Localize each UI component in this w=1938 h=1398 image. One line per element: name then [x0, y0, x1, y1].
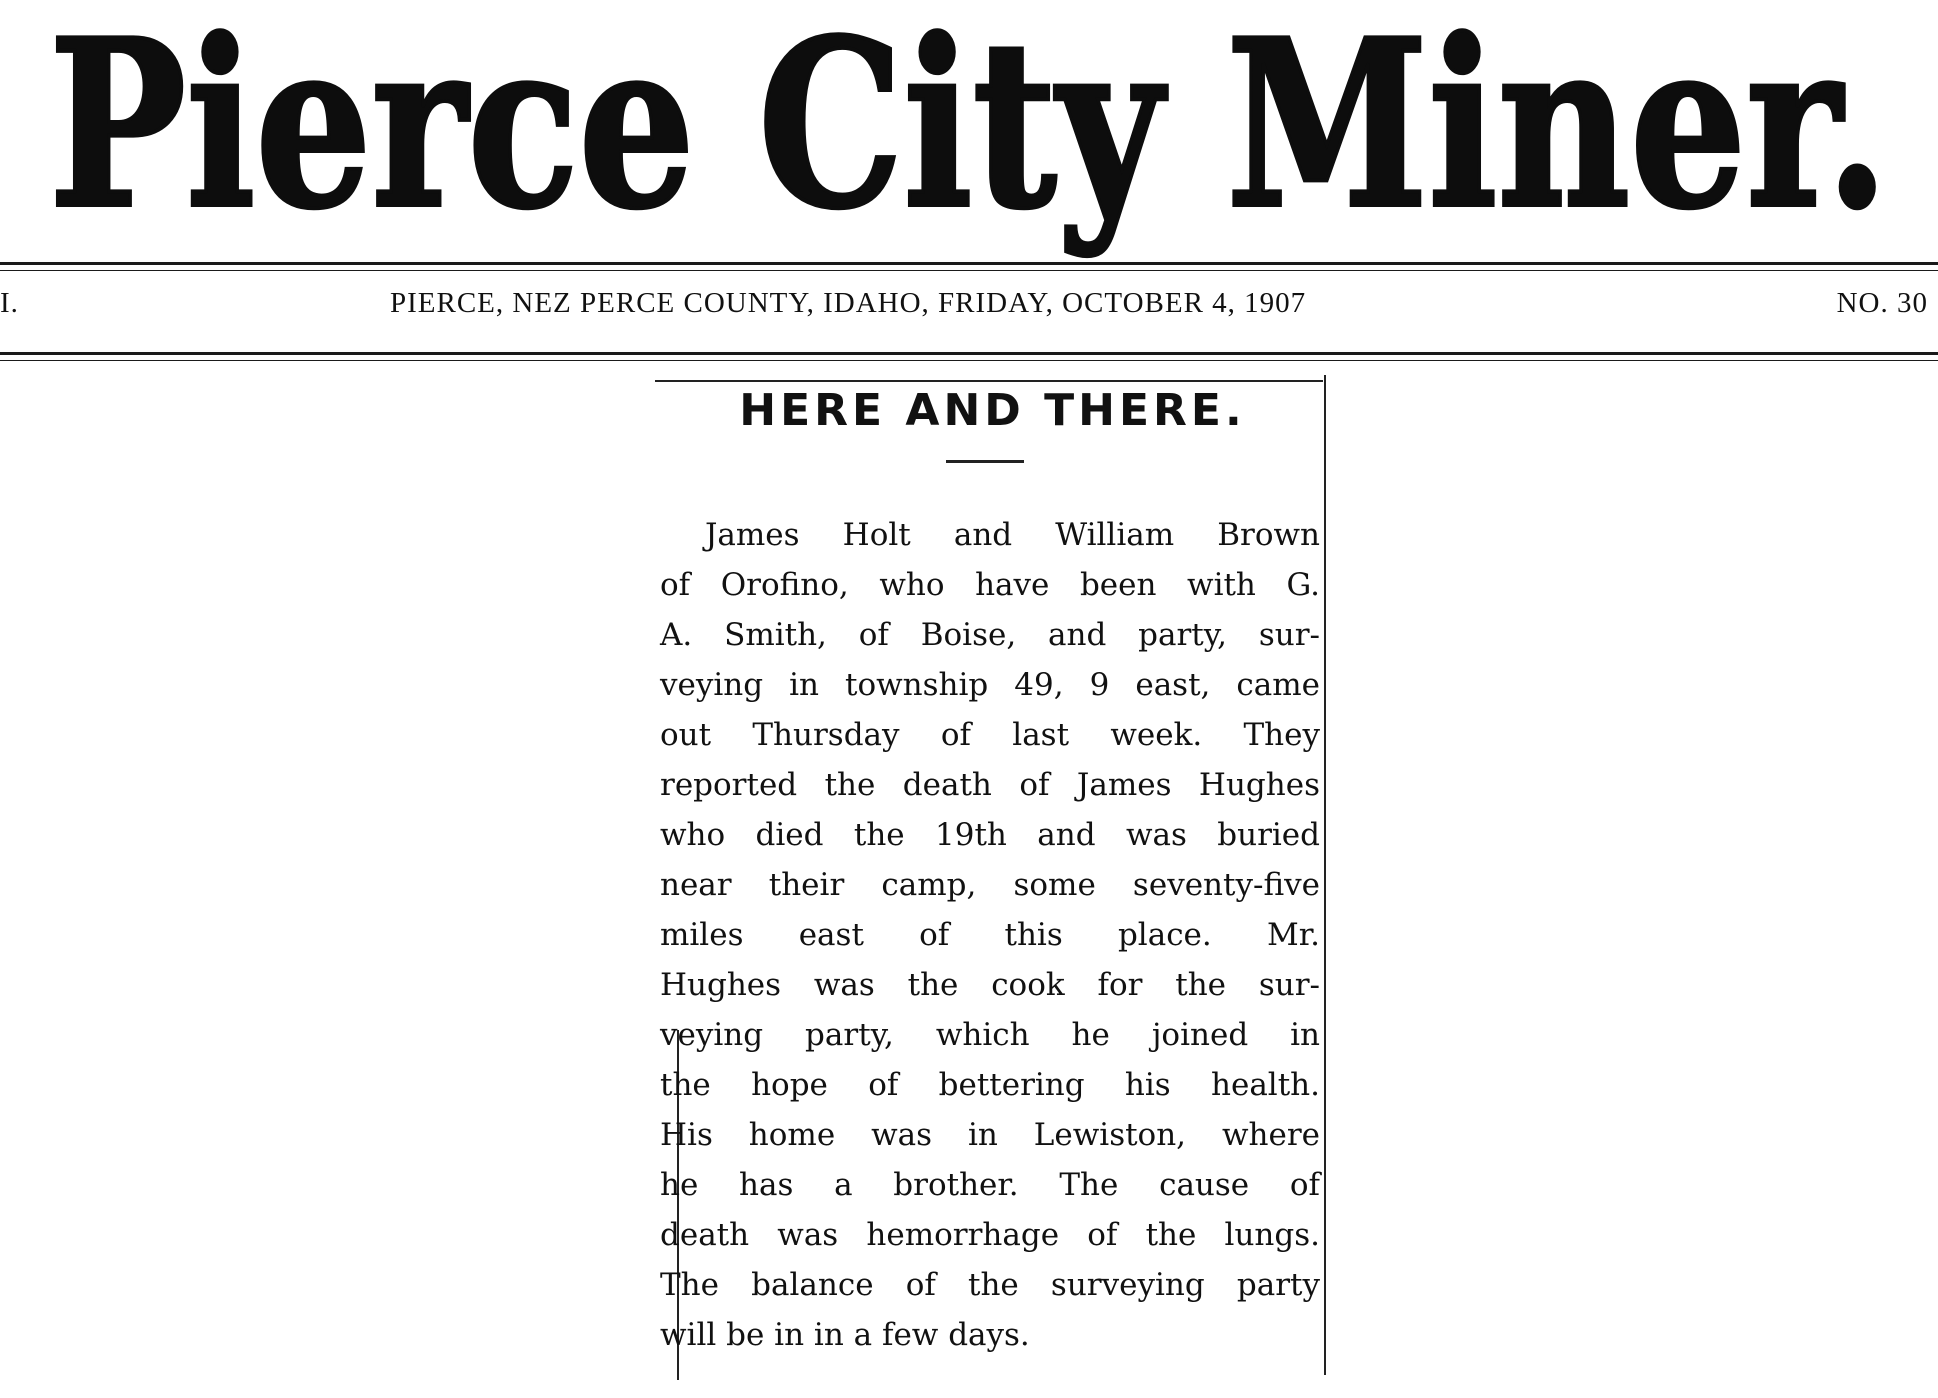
- article-line: will be in in a few days.: [660, 1317, 1030, 1353]
- masthead: [0, 0, 1938, 260]
- article-line: veying in township 49, 9 east, came: [660, 667, 1320, 703]
- masthead-title-svg: [0, 0, 1938, 260]
- masthead-title: Pierce City Miner.: [49, 0, 1889, 260]
- place-and-date: PIERCE, NEZ PERCE COUNTY, IDAHO, FRIDAY, OCTOBER 4, 1907: [390, 287, 1307, 319]
- article-line: Hughes was the cook for the sur-: [660, 967, 1320, 1003]
- article-line: veying party, which he joined in: [660, 1017, 1320, 1053]
- masthead-rule-top-thin: [0, 270, 1938, 271]
- column-rule-right: [1324, 375, 1326, 1375]
- article-line: of Orofino, who have been with G.: [660, 567, 1320, 603]
- article-line: His home was in Lewiston, where: [660, 1117, 1320, 1153]
- article-line: miles east of this place. Mr.: [660, 917, 1320, 953]
- dateline-rule-bottom-thin: [0, 360, 1938, 361]
- volume-label: I.: [0, 287, 19, 319]
- article-line: death was hemorrhage of the lungs.: [660, 1217, 1320, 1253]
- masthead-rule-top: [0, 262, 1938, 265]
- issue-number: NO. 30: [1836, 287, 1928, 319]
- heading-dash: [946, 460, 1024, 463]
- article-line: near their camp, some seventy-five: [660, 867, 1320, 903]
- article-line: A. Smith, of Boise, and party, sur-: [660, 617, 1320, 653]
- clipping-top-rule: [655, 380, 1323, 382]
- article-line: reported the death of James Hughes: [660, 767, 1320, 803]
- article-line: the hope of bettering his health.: [660, 1067, 1320, 1103]
- article-line: out Thursday of last week. They: [660, 717, 1320, 753]
- dateline: [0, 285, 1938, 325]
- article-line: The balance of the surveying party: [660, 1267, 1320, 1303]
- dateline-rule-bottom: [0, 352, 1938, 355]
- section-heading: HERE AND THERE.: [739, 385, 1246, 436]
- article-body: [660, 510, 1320, 1360]
- article-line: James Holt and William Brown: [705, 517, 1320, 553]
- article-line: who died the 19th and was buried: [660, 817, 1320, 853]
- article-line: he has a brother. The cause of: [660, 1167, 1320, 1203]
